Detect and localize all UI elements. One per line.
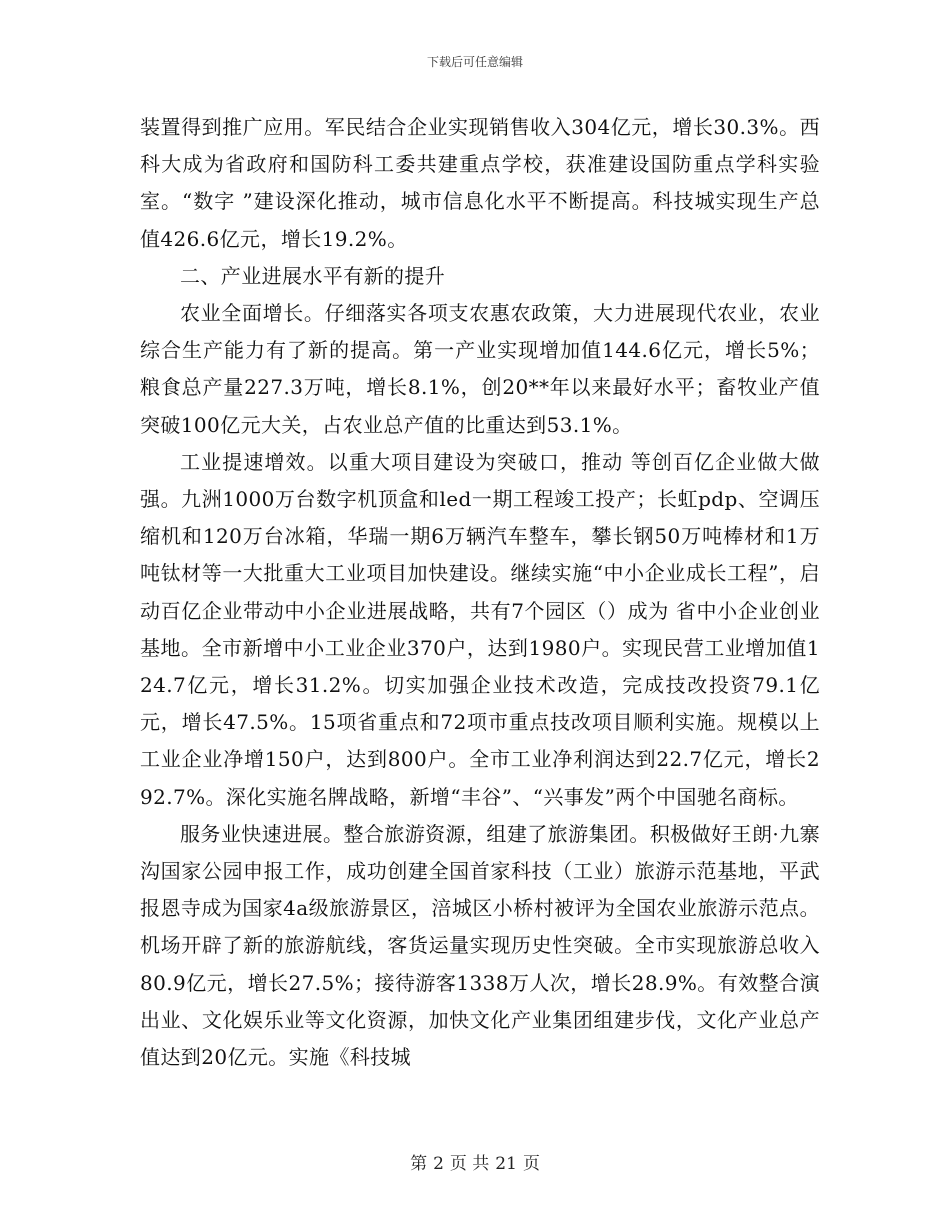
- paragraph-continuation: 装置得到推广应用。军民结合企业实现销售收入304亿元，增长30.3%。西科大成为省政府和国防科工委共建重点学校，获准建设国防重点学科实验室。“数字 ”建设深化推动，城市信息化水平不断提高。科技城实现生产总值426.6亿元，增长19.2%。: [140, 115, 820, 251]
- page-footer: [0, 1153, 950, 1175]
- page-header: 下载后可任意编辑: [426, 55, 523, 69]
- document-body: [140, 109, 820, 1076]
- section-heading: 二、产业进展水平有新的提升: [180, 263, 446, 288]
- footer-prefix: 第: [410, 1154, 428, 1174]
- paragraph-industry: 工业提速增效。以重大项目建设为突破口，推动 等创百亿企业做大做强。九洲1000万台数字机顶盒和led一期工程竣工投产；长虹pdp、空调压缩机和120万台冰箱，华瑞一期6万辆汽车整车，攀长钢50万吨棒材和1万吨钛材等一大批重大工业项目加快建设。继续实施“中小企业成长工程”，启动百亿企业带动中小企业进展战略，共有7个园区（）成为 省中小企业创业基地。全市新增中小工业企业370户，达到1980户。实现民营工业增加值124.7亿元，增长31.2%。切实加强企业技术改造，完成技改投资79.1亿元，增长47.5%。15项省重点和72项市重点技改项目顺利实施。规模以上工业企业净增150户，达到800户。全市工业净利润达到22.7亿元，增长292.7%。深化实施名牌战略，新增“丰谷”、“兴事发”两个中国驰名商标。: [140, 449, 820, 809]
- paragraph-services: 服务业快速进展。整合旅游资源，组建了旅游集团。积极做好王朗·九寨沟国家公园申报工作，成功创建全国首家科技（工业）旅游示范基地，平武报恩寺成为国家4a级旅游景区，涪城区小桥村被评为全国农业旅游示范点。 机场开辟了新的旅游航线，客货运量实现历史性突破。全市实现旅游总收入80.9亿元，增长27.5%；接待游客1338万人次，增长28.9%。有效整合演出业、文化娱乐业等文化资源，加快文化产业集团组建步伐，文化产业总产值达到20亿元。实施《科技城: [140, 821, 820, 1070]
- footer-suffix: 页: [522, 1154, 540, 1174]
- footer-middle: 页 共: [449, 1154, 490, 1174]
- page-total: 21: [495, 1154, 517, 1174]
- page-number: 2: [433, 1154, 444, 1174]
- paragraph-agriculture: 农业全面增长。仔细落实各项支农惠农政策，大力进展现代农业，农业综合生产能力有了新的提高。第一产业实现增加值144.6亿元，增长5%；粮食总产量227.3万吨，增长8.1%，创20**年以来最好水平；畜牧业产值突破100亿元大关，占农业总产值的比重达到53.1%。: [140, 301, 820, 437]
